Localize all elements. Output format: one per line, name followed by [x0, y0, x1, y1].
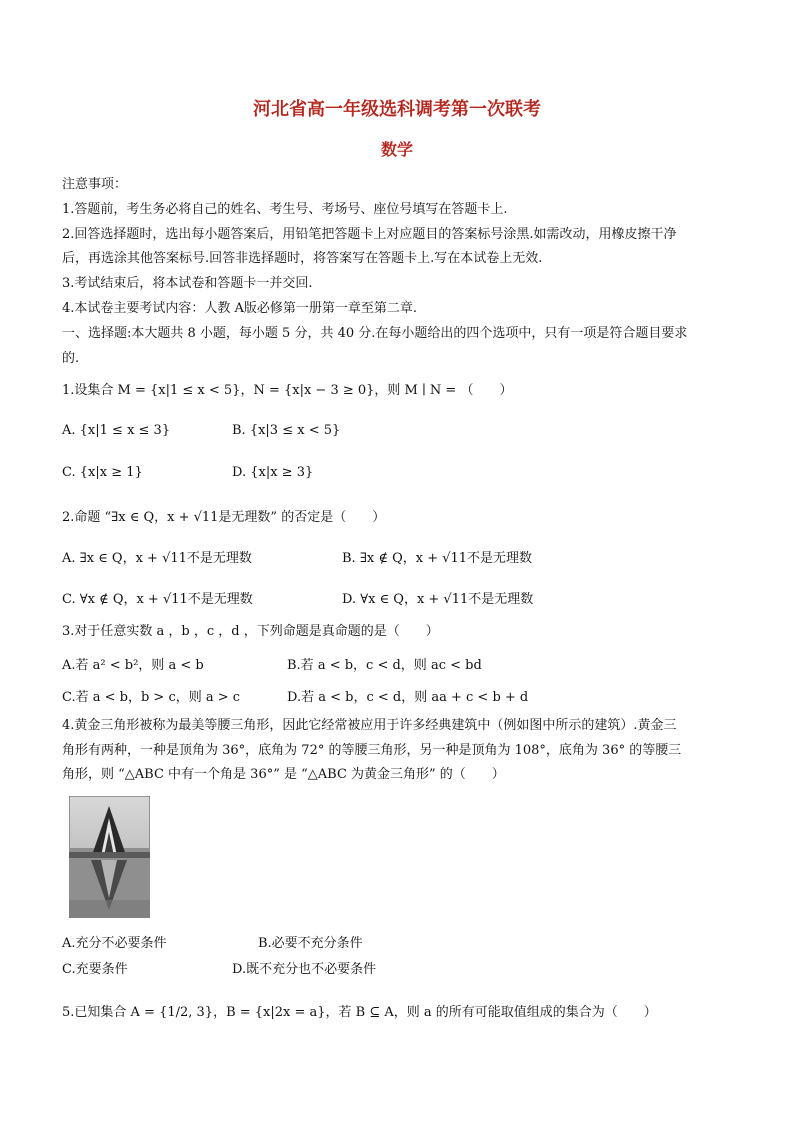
golden-triangle-building-photo — [69, 796, 150, 918]
note-1: 1.答题前，考生务必将自己的姓名、考生号、考场号、座位号填写在答题卡上. — [62, 202, 508, 217]
q1-stem: 1.设集合 M = {x|1 ≤ x < 5}，N = {x|x − 3 ≥ 0}，则 M ∣ N = （ ） — [62, 383, 513, 398]
q2-stem: 2.命题 “∃x ∈ Q，x + √11是无理数” 的否定是（ ） — [62, 510, 386, 525]
note-2-line1: 2.回答选择题时，选出每小题答案后，用铅笔把答题卡上对应题目的答案标号涂黑.如需改动，用橡皮擦干净 — [62, 227, 677, 242]
q4-line3: 角形，则 “△ABC 中有一个角是 36°” 是 “△ABC 为黄金三角形” 的（ ） — [62, 767, 505, 782]
note-3: 3.考试结束后，将本试卷和答题卡一并交回. — [62, 276, 313, 291]
exam-title: 河北省高一年级选科调考第一次联考 — [253, 99, 541, 120]
q2-option-d: D. ∀x ∈ Q，x + √11不是无理数 — [342, 592, 534, 607]
q2-option-b: B. ∃x ∉ Q，x + √11不是无理数 — [342, 551, 533, 566]
q4-option-a: A.充分不必要条件 — [62, 936, 167, 951]
q2-option-c: C. ∀x ∉ Q，x + √11不是无理数 — [62, 592, 253, 607]
q1-option-d: D. {x|x ≥ 3} — [232, 465, 314, 480]
q4-option-d: D.既不充分也不必要条件 — [232, 962, 377, 977]
q1-option-b: B. {x|3 ≤ x < 5} — [232, 423, 341, 438]
q3-option-c: C.若 a < b，b > c，则 a > c — [62, 690, 241, 705]
q1-option-a: A. {x|1 ≤ x ≤ 3} — [62, 423, 171, 438]
q4-line1: 4.黄金三角形被称为最美等腰三角形，因此它经常被应用于许多经典建筑中（例如图中所示的建筑）.黄金三 — [62, 718, 677, 733]
note-4: 4.本试卷主要考试内容：人教 A版必修第一册第一章至第二章. — [62, 301, 418, 316]
q1-option-c: C. {x|x ≥ 1} — [62, 465, 143, 480]
q3-option-d: D.若 a < b，c < d，则 aa + c < b + d — [287, 690, 529, 705]
note-2-line2: 后，再选涂其他答案标号.回答非选择题时，将答案写在答题卡上.写在本试卷上无效. — [62, 251, 543, 266]
q3-stem: 3.对于任意实数 a ，b ，c ，d ，下列命题是真命题的是（ ） — [62, 624, 439, 639]
q5-stem: 5.已知集合 A = {1/2, 3}，B = {x|2x = a}，若 B ⊆ A，则 a 的所有可能取值组成的集合为（ ） — [62, 1005, 657, 1020]
q4-line2: 角形有两种，一种是顶角为 36°，底角为 72° 的等腰三角形，另一种是顶角为 108°，底角为 36° 的等腰三 — [62, 743, 682, 758]
q2-option-a: A. ∃x ∈ Q，x + √11不是无理数 — [62, 551, 252, 566]
q3-option-b: B.若 a < b，c < d，则 ac < bd — [287, 658, 482, 673]
section1-line1: 一、选择题:本大题共 8 小题，每小题 5 分，共 40 分.在每小题给出的四个选项中，只有一项是符合题目要求 — [62, 326, 688, 341]
section1-line2: 的. — [62, 351, 80, 366]
notes-heading: 注意事项： — [62, 177, 128, 192]
exam-subject: 数学 — [380, 140, 413, 159]
q3-option-a: A.若 a² < b²，则 a < b — [62, 658, 204, 673]
q4-option-b: B.必要不充分条件 — [258, 936, 363, 951]
q4-option-c: C.充要条件 — [62, 962, 128, 977]
